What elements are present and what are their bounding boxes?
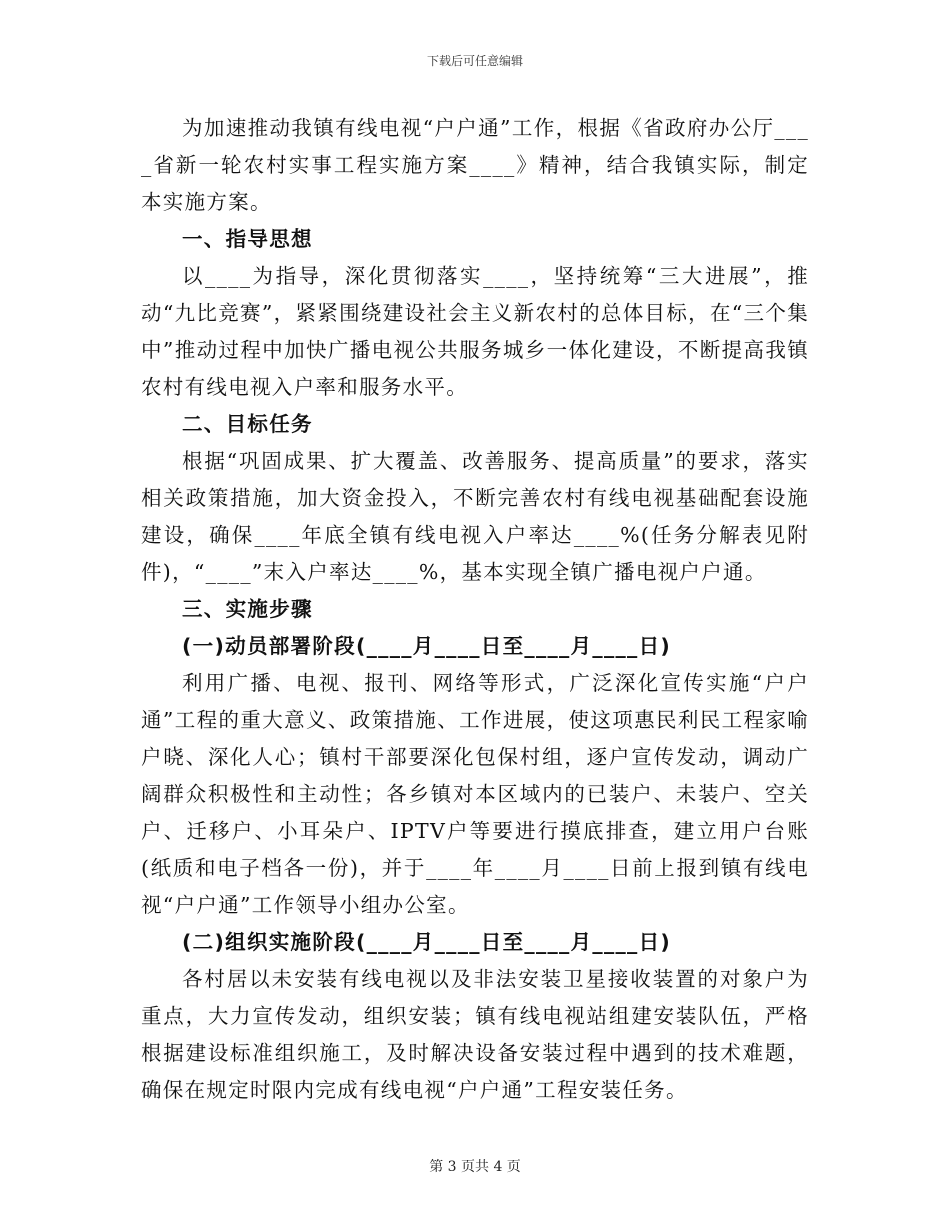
- implementation-paragraph: 各村居以未安装有线电视以及非法安装卫星接收装置的对象户为重点，大力宣传发动，组织安装；镇有线电视站组建安装队伍，严格根据建设标准组织施工，及时解决设备安装过程中遇到的技术难题，确保在规定时限内完成有线电视“户户通”工程安装任务。: [141, 967, 809, 1102]
- guiding-ideology-paragraph: 以____为指导，深化贯彻落实____，坚持统筹“三大进展”，推动“九比竞赛”，紧紧围绕建设社会主义新农村的总体目标，在“三个集中”推动过程中加快广播电视公共服务城乡一体化建设，不断提高我镇农村有线电视入户率和服务水平。: [141, 264, 809, 399]
- mobilization-paragraph: 利用广播、电视、报刊、网络等形式，广泛深化宣传实施“户户通”工程的重大意义、政策措施、工作进展，使这项惠民利民工程家喻户晓、深化人心；镇村干部要深化包保村组，逐户宣传发动，调动广阔群众积极性和主动性；各乡镇对本区域内的已装户、未装户、空关户、迁移户、小耳朵户、IPTV户等要进行摸底排查，建立用户台账(纸质和电子档各一份)，并于____年____月____日前上报到镇有线电视“户户通”工作领导小组办公室。: [141, 671, 809, 917]
- objectives-paragraph: 根据“巩固成果、扩大覆盖、改善服务、提高质量”的要求，落实相关政策措施，加大资金投入，不断完善农村有线电视基础配套设施建设，确保____年底全镇有线电视入户率达____%(任务分解表见附件)，“____”末入户率达____%，基本实现全镇广播电视户户通。: [141, 449, 809, 584]
- stage-heading-mobilization: (一)动员部署阶段(____月____日至____月____日): [182, 634, 672, 658]
- stage-heading-implementation: (二)组织实施阶段(____月____日至____月____日): [182, 930, 672, 954]
- document-body: [141, 110, 809, 1109]
- section-heading-objectives: 二、目标任务: [182, 412, 313, 436]
- page-footer: 第 3 页共 4 页: [429, 1159, 521, 1175]
- page-header: 下载后可任意编辑: [426, 54, 523, 68]
- section-heading-guiding-ideology: 一、指导思想: [182, 227, 313, 251]
- section-heading-implementation-steps: 三、实施步骤: [182, 597, 313, 621]
- intro-paragraph: 为加速推动我镇有线电视“户户通”工作，根据《省政府办公厅____省新一轮农村实事工程实施方案____》精神，结合我镇实际，制定本实施方案。: [141, 116, 809, 214]
